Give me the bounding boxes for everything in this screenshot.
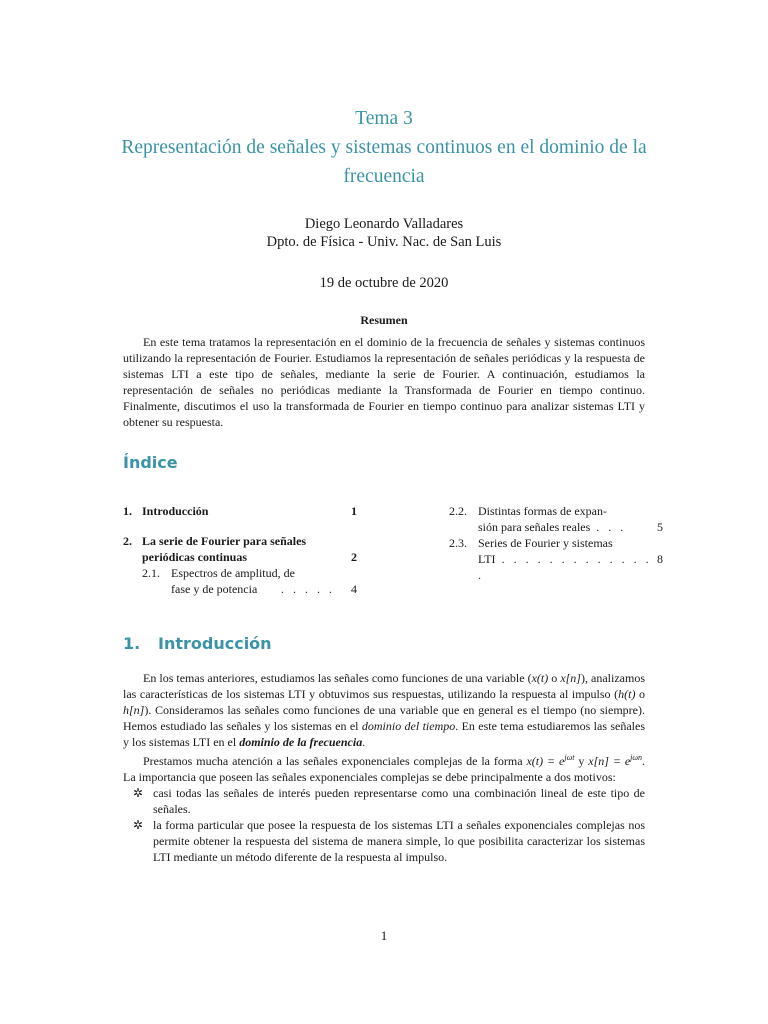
- toc-entry-text: Introducción: [142, 504, 209, 518]
- toc-entry-page: 1: [351, 504, 357, 518]
- abstract-heading: Resumen: [360, 313, 408, 327]
- toc-entry-2[interactable]: [123, 533, 357, 565]
- toc-entry-text: Espectros de amplitud, de: [171, 566, 295, 580]
- toc-right-column: [449, 503, 663, 582]
- toc-left-column: [123, 503, 357, 597]
- asterisk-bullet-icon: ✲: [133, 818, 144, 832]
- asterisk-bullet-icon: ✲: [133, 786, 144, 800]
- toc-entry-2-1[interactable]: [123, 565, 357, 597]
- toc-entry-2-2[interactable]: [449, 503, 663, 535]
- list-item: ✲ la forma particular que posee la respuesta de los sistemas LTI a señales exponenciales complejas nos permite obtener la respuesta del sistema de manera simple, lo que posibilita caracterizar los sistemas LTI mediante un método diferente de la respuesta al impulso.: [133, 818, 645, 864]
- paragraph-1: En los temas anteriores, estudiamos las señales como funciones de una variable (x(t) o x[n]), analizamos las características de los sistemas LTI y obtuvimos sus respuestas, utilizando la respuesta al impulso (h(t) o h[n]). Consideramos las señales como funciones de una variable que en general es el tiempo (no siempre). Hemos estudiado las señales y los sistemas en el dominio del tiempo. En este tema estudiaremos las señales y los sistemas LTI en el dominio de la frecuencia.: [123, 671, 645, 749]
- title-line-2: Representación de señales y sistemas continuos en el dominio de la: [121, 137, 647, 158]
- toc-entry-2-3[interactable]: [449, 535, 663, 582]
- toc-entry-page: 2: [351, 550, 357, 564]
- document-title: [90, 104, 678, 191]
- toc-entry-page: 5: [657, 520, 663, 534]
- toc-entry-number: 2.3.: [449, 536, 467, 550]
- toc-heading: Índice: [123, 453, 178, 472]
- toc-entry-text: Distintas formas de expan-: [478, 504, 607, 518]
- toc-entry-number: 2.1.: [142, 566, 160, 580]
- toc-entry-number: 2.: [123, 534, 132, 548]
- toc-entry-text-cont: fase y de potencia . . . . .: [171, 582, 335, 596]
- author-name: Diego Leonardo Valladares: [304, 216, 464, 232]
- toc-entry-text-cont: periódicas continuas: [142, 550, 248, 564]
- list-item: ✲ casi todas las señales de interés pueden representarse como una combinación lineal de este tipo de señales.: [133, 786, 645, 816]
- page-number: 1: [380, 928, 388, 943]
- toc-entry-text: Series de Fourier y sistemas: [478, 536, 613, 550]
- toc-entry-number: 1.: [123, 504, 132, 518]
- toc-entry-text: La serie de Fourier para señales: [142, 534, 307, 548]
- toc-entry-text-cont: sión para señales reales . . .: [478, 520, 627, 534]
- abstract-text: En este tema tratamos la representación en el dominio de la frecuencia de señales y sistemas continuos utilizando la representación de Fourier. Estudiamos la representación de señales periódicas y la respuesta de sistemas LTI a este tipo de señales, mediante la serie de Fourier. A continuación, estudiamos la representación de señales no periódicas mediante la Transformada de Fourier en tiempo continuo. Finalmente, discutimos el uso la transformada de Fourier en tiempo continuo para analizar sistemas LTI y obtener su respuesta.: [123, 335, 645, 429]
- title-line-3: frecuencia: [343, 166, 425, 187]
- title-line-1: Tema 3: [355, 108, 413, 129]
- section-body: [123, 670, 645, 865]
- section-heading-introduccion: [123, 634, 272, 653]
- section-title: Introducción: [158, 634, 272, 653]
- paragraph-2: Prestamos mucha atención a las señales exponenciales complejas de la forma $x(t) = e^{j\omega t}$ y $x[n] = e^{j\omega n}$. La importancia que poseen las señales exponenciales complejas se debe principalmente a dos motivos:: [123, 753, 646, 784]
- document-date: 19 de octubre de 2020: [319, 275, 449, 291]
- author-affiliation: Dpto. de Física - Univ. Nac. de San Luis: [266, 234, 502, 250]
- toc-entry-text-cont: LTI . . . . . . . . . . . . . .: [478, 552, 652, 582]
- section-number: 1.: [123, 634, 141, 653]
- bullet-list: [123, 785, 645, 865]
- toc-entry-page: 4: [351, 582, 357, 596]
- toc-entry-number: 2.2.: [449, 504, 467, 518]
- toc-entry-page: 8: [657, 552, 663, 566]
- toc-entry-1[interactable]: [123, 503, 357, 519]
